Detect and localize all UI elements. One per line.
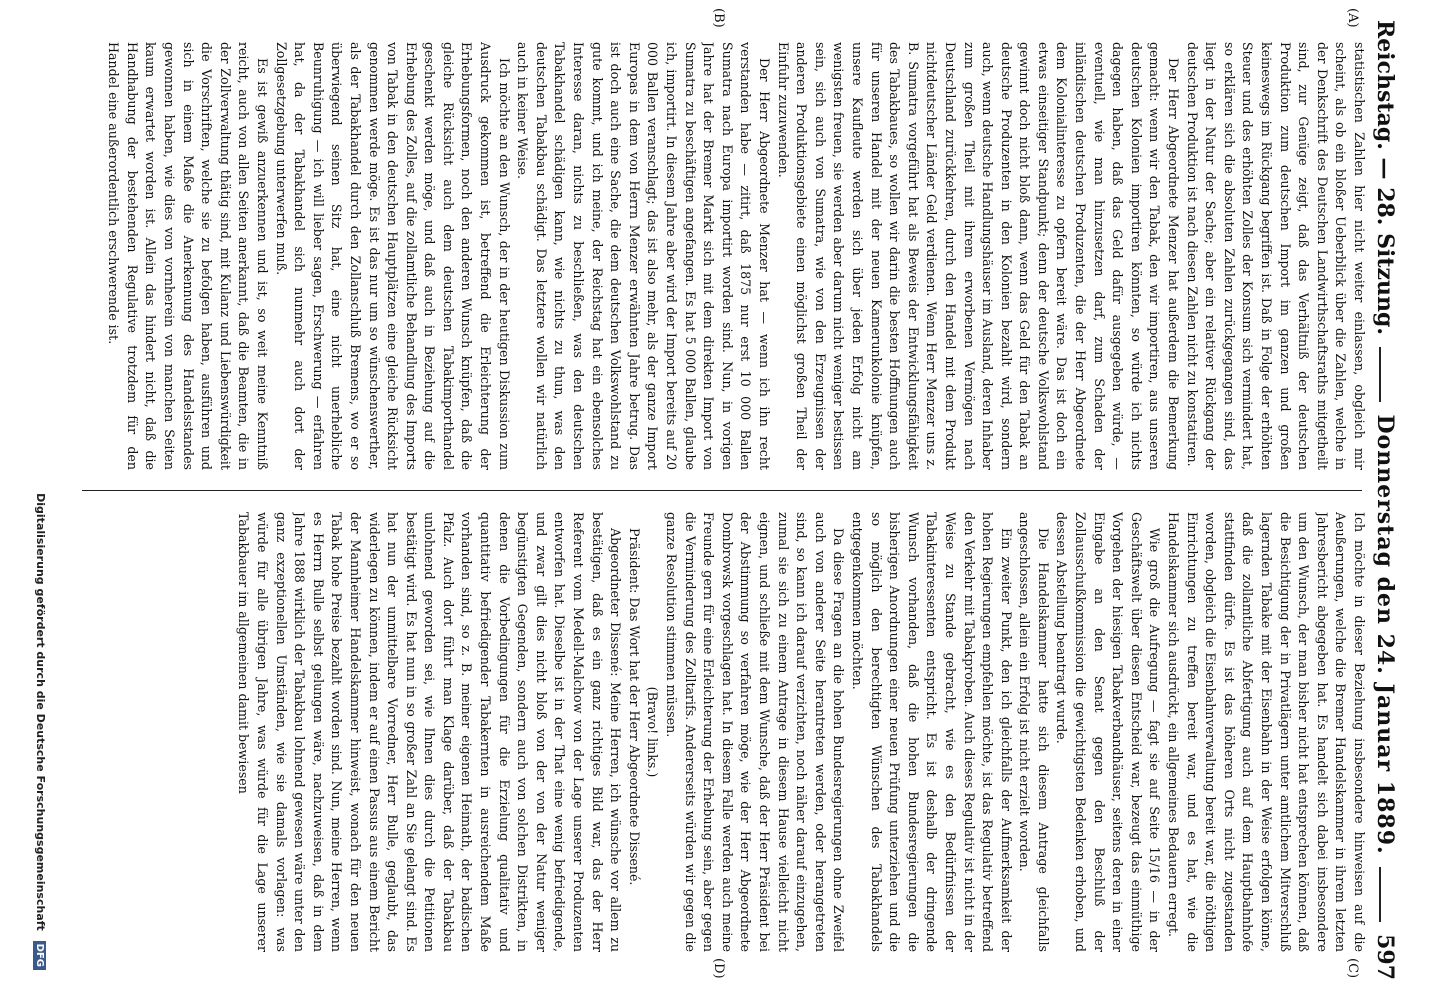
right-paragraph-speech: Abgeordneter Dissené: Meine Herren, ich wünsche vor allem zu bestätigen, daß es ein ganz richtiges Bild war, das der Herr Referent vom Medell-Malchow von der Lage unserer Produzenten entworfen hat. Dieselbe ist in der That eine wenig befriedigende, und zwar gilt dies nicht bloß von der von der Natur weniger begünstigten Gegenden, sondern auch von solchen Distrikten, in denen die Vorbedingungen für die Erzielung qualitativ und quantitativ befriedigender Tabakernten in ausreichendem Maße vorhanden sind, so z. B. meiner eigenen Heimath, der badischen Pfalz. Auch dort führt man Klage darüber, daß der Tabakbau unlohnend geworden sei, wie Ihnen dies durch die Petitionen bestätigt wird. Es hat nun in so großer Zahl an Sie gelangt sind. Es hat nun der unmittelbare Vorredner, Herr Bulle, geglaubt, das widerlegen zu können, indem er auf einen Passus aus einem Bericht der Mannheimer Handelskammer hinweist, wonach für den neuen Tabak hohe Preise bezahlt worden sind. Nun, meine Herren, wenn es Herrn Bulle selbst gelungen wäre, nachzuweisen, daß in dem Jahre 1888 wirklich der Tabakbau lohnend gewesen wäre unter den ganz exzeptionellen Umständen, wie sie damals vorlagen: was würde für alle übrigen Jahre, was würde für die Lage unserer Tabakbauer im allgemeinen damit bewiesen <box>236 512 624 952</box>
applause-note: (Bravo! links.) <box>645 686 661 778</box>
left-column <box>78 42 1368 470</box>
left-paragraph-3: Der Herr Abgeordnete Menzer hat — wenn ich ihn recht verstanden habe — zitirt, daß 1875 nur erst 10 000 Ballen Sumatra nach Europa importirt worden sind. Nun, in vorigen Jahre hat der Bremer Markt sich mit dem direkten Import von Sumatra zu beschäftigen angefangen. Es hat 5 000 Ballen, glaube ich, importirt. In diesem Jahre aber wird der Import bereits auf 20 000 Ballen veranschlagt; das ist also mehr, als der ganze Import Europas in dem von Herrn Menzer erwähnten Jahre betrug. Das ist doch auch eine Sache, die dem deutschen Volkswohlstand zu gute kommt, und ich meine, der Reichstag hat ein ebensolches Interesse daran, nichts zu beschließen, was den deutschen Tabakhandel schädigen kann, wie nichts zu thun, was den deutschen Tabakbau schädigt. Das letztere wollen wir natürlich auch in keiner Weise. <box>515 42 772 470</box>
left-paragraph-5: Es ist gewiß anzuerkennen und ist, so weit meine Kenntniß reicht, auch von allen Seiten anerkannt, daß die Beamten, die in der Zollverwaltung thätig sind, mit Kulanz und Liebenswürdigkeit die Vorschriften, welche sie zu befolgen haben, ausführen und sich in einem Maße die Anerkennung des Handelsstandes gewonnen haben, wie dies von vornherein von manchen Seiten kaum erwartet worden ist. Allein das hindert nicht, daß die Handhabung der bestehenden Regulative trotzdem für den Handel eine außerordentlich erschwerende ist. <box>106 42 270 470</box>
right-paragraph-2: Wie groß die Aufregung — fagt sie auf Seite 15/16 — in der Geschäftswelt über diesen Entscheid war, bezeugt das einmüthige Vorgehen der hiesigen Tabakverbandhäuser, seitens deren in einer Eingabe an den Senat gegen den Beschluß der Zollausschußkommission die gewichtigsten Bedenken erhoben, und dessen Abstellung beantragt wurde. <box>1054 512 1163 952</box>
margin-label-d: (D) <box>711 958 726 979</box>
right-paragraph-3: Die Handelskammer hatte sich diesem Antrage gleichfalls angeschlossen, allein ein Erfolg ist nicht erzielt worden. <box>1017 512 1051 952</box>
right-paragraph-4: Ein zweiter Punkt, den ich gleichfalls der Aufmerksamkeit der hohen Regierungen empfehlen möchte, ist das Regulativ betreffend den Verkehr mit Tabakproben. Auch dieses Regulativ ist nicht in der Weise zu Stande gebracht, wie es den Bedürfnissen der Tabakinteressenten entspricht. Es ist deshalb der dringende Wunsch vorhanden, daß die hohen Bundesregierungen die bisherigen Anordnungen einer neuen Prüfung unterziehen und die so möglich den berechtigten Wünschen des Tabakhandels entgegenkommen möchten. <box>849 512 1014 952</box>
right-paragraph-5: Da diese Fragen an die hohen Bundesregierungen ohne Zweifel auch von anderer Seite herantreten werden, oder herangetreten sind, so kann ich darauf verzichten, noch näher darauf einzugehen, zumal sie sich zu einem Antrage in diesem Hause vielleicht nicht eignen, und schließe mit dem Wunsche, daß der Herr Präsident bei der Abstimmung so verfahren möge, wie der Herr Abgeordnete Dombrowsk vorgeschlagen hat. In diesem Falle werden auch meine Freunde gern für eine Erleichterung der Erhebung sein, aber gegen die Verminderung des Zolltarifs. Andererseits würden wir gegen die ganze Resolution stimmen müssen. <box>664 512 847 952</box>
left-paragraph-1: statistischen Zahlen hier nicht weiter einlassen, obgleich mir scheint, als ob ein bloßer Ueberblick über die Zahlen, welche in der Denkschrift des Deutschen Landwirthschaftsraths mitgetheilt sind, zur Genüge zeigt, daß das Verhältniß der deutschen Produktion zum deutschen Import im ganzen und großen keineswegs im Rückgang begriffen ist. Daß in Folge der erhöhten Steuer und des erhöhten Zolles der Konsum sich vermindert hat, so erklären sich die absoluten Zahlen zurückgegangen sind, das liegt in der Natur der Sache; aber ein relativer Rückgang der deutschen Produktion ist nach diesen Zahlen nicht zu konstatiren. <box>1184 42 1367 470</box>
margin-label-a: (A) <box>1345 8 1360 28</box>
dfg-logo: DFG <box>34 941 47 970</box>
right-column <box>78 512 1368 952</box>
left-paragraph-4: Ich möchte an den Wunsch, der in der heutigen Diskussion zum Ausdruck gekommen ist, betreffend die Erleichterung der Erhebungsformen, noch den anderen Wunsch knüpfen, daß die gleiche Rücksicht auch dem deutschen Tabakimporthandel geschenkt werden möge, und daß auch in Beziehung auf die Erhebung des Zolles, auf die zollamtliche Behandlung des Imports von Tabak in den deutschen Hauptplätzen eine gleiche Rücksicht genommen werde möge. Es ist das nur um so wünschenswerther, als der Tabakhandel durch den Zollanschluß Bremens, wo er so überwiegend seinen Sitz hat, eine nicht unerhebliche Beunruhigung — ich will lieber sagen, Erschwerung — erfahren hat, da der Tabakhandel sich nunmehr auch dort der Zollgesetzgebung unterwerfen muß. <box>273 42 512 470</box>
header-date: Donnerstag den 24. Januar 1889. <box>1372 414 1398 855</box>
left-paragraph-2: Der Herr Abgeordnete Menzer hat außerdem die Bemerkung gemacht: wenn wir den Tabak, den wir importiren, aus unseren deutschen Kolonien importiren könnten, so würde ich nichts dagegen haben, daß das Geld dafür ausgegeben würde, — eventuell, wie man hinzusetzen darf, zum Schaden der inländischen deutschen Produzenten, die der Herr Abgeordnete dem Kolonialinteresse zu opfern bereit wäre. Das ist doch ein etwas einseitiger Standpunkt; denn der deutsche Volkswohlstand gewinnt doch nicht bloß dann, wenn das Geld für den Tabak an deutsche Produzenten in den Kolonien bezahlt wird, sondern auch, wenn deutsche Handlungshäuser im Ausland, deren Inhaber zum großen Theil mit ihrem erworbenen Vermögen nach Deutschland zurückkehren, durch den Handel mit dem Produkt nichtdeutscher Länder Geld verdienen. Wenn Herr Menzer uns z. B. Sumatra vorgeführt hat als Beweis der Entwicklungsfähigkeit des Tabakbaues, so wollen wir darin die besten Hoffnungen auch für unseren Handel mit der neuen Kamerunkolonie knüpfen, unsere Kaufleute werden sich über jeden Erfolg nicht am wenigsten freuen, sie werden aber darum nicht weniger bestissen sein, sich auch von Sumatra, wie von den Erzeugnissen der anderen Produktionsgebiete einen möglichst großen Theil der Einfuhr zuzuwenden. <box>775 42 1182 470</box>
right-paragraph-1: Ich möchte in dieser Beziehung insbesondere hinweisen auf die Aeußerungen, welche die Bremer Handelskammer in ihrem letzten Jahresbericht abgegeben hat. Es handelt sich dabei insbesondere um den Wunsch, der man bisher nicht hat entsprechen können, daß die Besichtigung der in Privatlägern unter amtlichem Mitverschluß lagernden Tabake mit der Eisenbahn in der Weise erfolgen könne, daß die zollamtliche Abfertigung auch auf dem Hauptbahnhofe stattfinden dürfe. Es ist das höheren Orts nicht zugestanden worden, obgleich die Eisenbahnverwaltung bereit war, die nöthigen Einrichtungen zu treffen bereit war, und es hat, wie die Handelskammer sich ausdrückt, ein allgemeines Bedauern erregt. <box>1166 512 1367 952</box>
header-rule-right <box>1379 867 1381 922</box>
margin-label-c: (C) <box>1345 958 1360 979</box>
header-rule-left <box>1379 347 1381 402</box>
header-left: Reichstag. — 28. Sitzung. <box>1372 20 1398 336</box>
margin-label-b: (B) <box>711 8 726 28</box>
digitization-text: Digitalisierung gefördert durch die Deutsche Forschungsgemeinschaft <box>34 493 47 931</box>
digitization-note <box>34 30 48 970</box>
page-number: 597 <box>1372 934 1398 981</box>
column-divider <box>82 490 1362 491</box>
page-header <box>1372 20 1412 980</box>
president-remark: Präsident: Das Wort hat der Herr Abgeordnete Dissené. <box>626 528 642 886</box>
